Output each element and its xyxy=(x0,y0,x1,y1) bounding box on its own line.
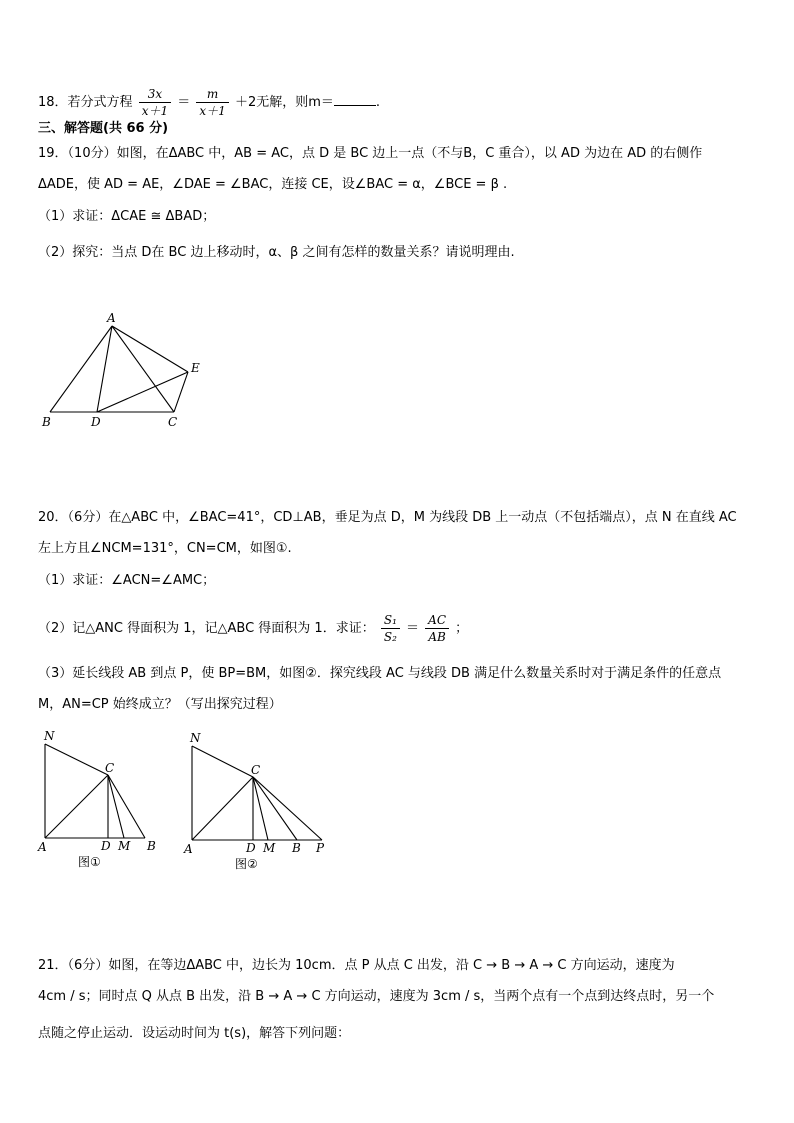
q20-part-3-line-2: M，AN=CP 始终成立？（写出探究过程） xyxy=(38,697,282,712)
q18-frac2-numerator: m xyxy=(196,86,228,103)
q21-line-3: 点随之停止运动．设运动时间为 t(s)，解答下列问题： xyxy=(38,1026,351,1041)
q21-line-1: 21．（6分）如图，在等边ΔABC 中，边长为 10cm．点 P 从点 C 出发，沿 C → B → A → C 方向运动，速度为 xyxy=(38,958,675,973)
q18-end: . xyxy=(375,95,381,110)
q20-fig1-label-a: A xyxy=(38,840,47,854)
q19-line-1: 19．（10分）如图，在ΔABC 中，AB = AC，点 D 是 BC 边上一点（不与B，C 重合），以 AD 为边在 AD 的右侧作 xyxy=(38,146,703,161)
q20-part-3-line-1: （3）延长线段 AB 到点 P，使 BP=BM，如图②．探究线段 AC 与线段 DB 满足什么数量关系时对于满足条件的任意点 xyxy=(38,666,722,681)
q19-part-1: （1）求证：ΔCAE ≅ ΔBAD； xyxy=(38,209,216,224)
q20-line-2: 左上方且∠NCM=131°，CN=CM，如图①. xyxy=(38,541,292,556)
q19-label-b: B xyxy=(42,415,51,429)
q19-label-a: A xyxy=(107,311,116,325)
q20-fig1-label-m: M xyxy=(118,839,131,853)
q20-fig2-label-p: P xyxy=(316,841,325,855)
q19-line-2: ΔADE，使 AD = AE，∠DAE = ∠BAC，连接 CE，设∠BAC = α，∠BCE = β . xyxy=(38,177,508,192)
q20-fig1-label-b: B xyxy=(147,839,156,853)
q20-fig2-label-d: D xyxy=(246,841,256,855)
q20-fig2-label-b: B xyxy=(292,841,301,855)
q20-ac: AC xyxy=(425,612,449,629)
q21-line-2: 4cm / s；同时点 Q 从点 B 出发，沿 B → A → C 方向运动，速度为 3cm / s，当两个点有一个点到达终点时，另一个 xyxy=(38,989,715,1004)
q20-s1: S₁ xyxy=(381,612,400,629)
q19-label-d: D xyxy=(91,415,101,429)
q20-fig1-label-n: N xyxy=(44,729,55,743)
q20-fig2-caption: 图② xyxy=(235,857,258,871)
q20-part-1: （1）求证：∠ACN=∠AMC； xyxy=(38,573,216,588)
q18-frac2-denominator: x＋1 xyxy=(199,104,226,118)
q20-ab: AB xyxy=(428,630,446,644)
q18-frac1-denominator: x＋1 xyxy=(141,104,169,118)
q20-s2: S₂ xyxy=(383,630,397,644)
q18-plus-two: ＋2 xyxy=(234,95,257,110)
q20-fig1-caption: 图① xyxy=(78,855,101,869)
q19-label-e: E xyxy=(191,361,200,375)
q20-line-1: 20．（6分）在△ABC 中，∠BAC=41°，CD⊥AB，垂足为点 D，M 为线段 DB 上一动点（不包括端点），点 N 在直线 AC xyxy=(38,510,737,525)
q20-fig2-label-a: A xyxy=(184,842,193,856)
q18-prefix: 18．若分式方程 xyxy=(38,95,133,110)
q19-label-c: C xyxy=(168,415,178,429)
q18-frac1-numerator: 3x xyxy=(139,86,171,103)
q18-suffix: 无解，则m＝ xyxy=(256,95,334,110)
q20-part-2-end: ； xyxy=(455,621,469,636)
q20-fig1-label-c: C xyxy=(105,761,115,775)
q20-part-2-prefix: （2）记△ANC 得面积为 1，记△ABC 得面积为 1．求证： xyxy=(38,621,375,636)
q20-equals: ＝ xyxy=(406,621,420,636)
q20-fig2-label-c: C xyxy=(251,763,261,777)
q20-fig2-label-n: N xyxy=(190,731,201,745)
section-heading: 三、解答题(共 66 分) xyxy=(38,121,169,136)
q19-part-2: （2）探究：当点 D在 BC 边上移动时，α、β 之间有怎样的数量关系？请说明理由. xyxy=(38,245,515,260)
q18-equals: ＝ xyxy=(177,95,191,110)
q20-fig2-label-m: M xyxy=(263,841,276,855)
q20-fig1-label-d: D xyxy=(101,839,111,853)
